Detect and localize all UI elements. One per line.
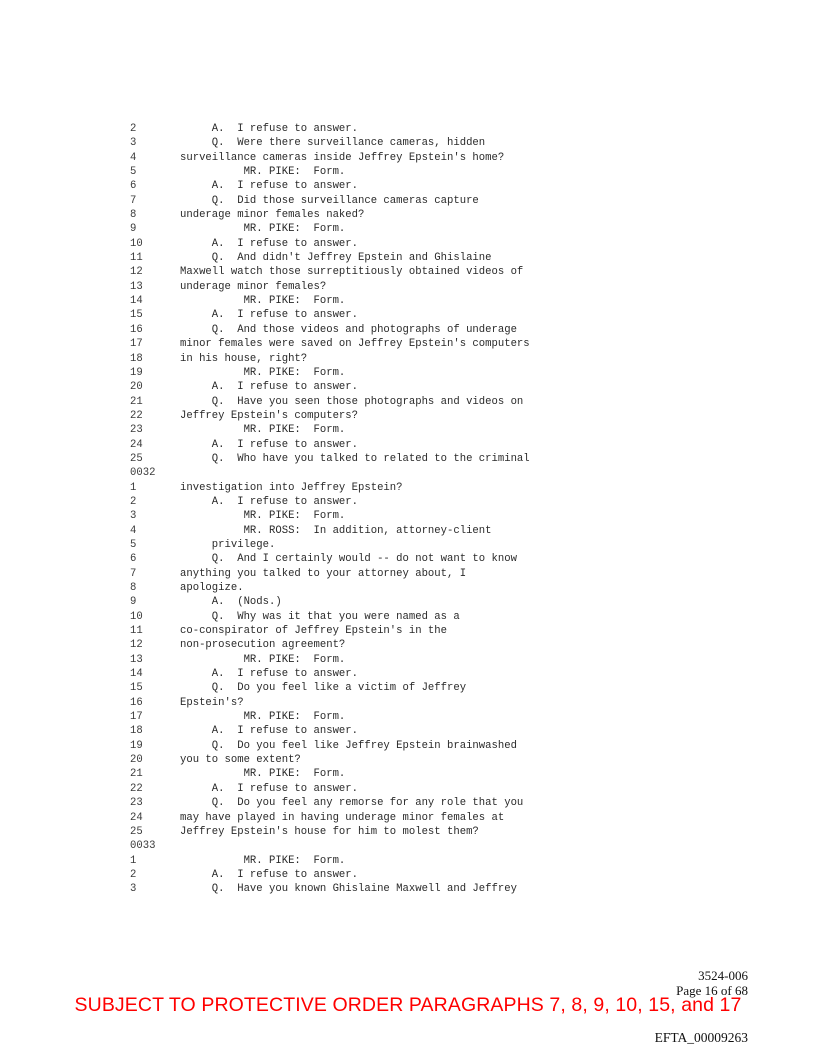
line-number: 10 (130, 610, 143, 623)
line-text: apologize. (180, 582, 244, 594)
line-text: MR. PIKE: Form. (180, 295, 346, 308)
transcript-line (130, 452, 730, 466)
transcript-line (130, 136, 730, 150)
line-text: anything you talked to your attorney about, I (180, 567, 467, 580)
transcript-line (130, 165, 730, 179)
line-number: 5 (130, 538, 137, 551)
transcript-line (130, 811, 730, 825)
line-number: 11 (130, 252, 143, 265)
line-text: A. I refuse to answer. (180, 381, 359, 394)
line-number: 21 (130, 395, 143, 408)
line-number: 9 (130, 596, 137, 609)
line-number: 7 (130, 567, 137, 580)
line-text: Q. Why was it that you were named as a (180, 610, 460, 623)
line-text: surveillance cameras inside Jeffrey Epstein's home? (180, 151, 505, 164)
transcript-line (130, 681, 730, 695)
line-number: 4 (130, 151, 137, 164)
transcript-line (130, 179, 730, 193)
transcript-line (130, 237, 730, 251)
transcript-line (130, 524, 730, 538)
transcript-line (130, 308, 730, 322)
line-number: 7 (130, 194, 137, 207)
line-text: Q. Who have you talked to related to the criminal (180, 452, 530, 465)
transcript-body (130, 122, 730, 897)
line-number: 12 (130, 266, 143, 279)
line-number: 17 (130, 338, 143, 351)
transcript-line (130, 839, 730, 853)
line-text: MR. PIKE: Form. (180, 510, 346, 523)
line-text: non-prosecution agreement? (180, 639, 346, 652)
line-text: Q. Have you seen those photographs and videos on (180, 395, 524, 408)
line-number: 3 (130, 137, 137, 150)
line-number: 25 (130, 452, 143, 465)
transcript-line (130, 653, 730, 667)
line-number: 24 (130, 811, 143, 824)
transcript-line (130, 294, 730, 308)
line-text: investigation into Jeffrey Epstein? (180, 481, 403, 494)
line-number: 2 (130, 495, 137, 508)
line-number: 10 (130, 237, 143, 250)
document-id: 3524-006 (698, 968, 748, 983)
line-number: 13 (130, 653, 143, 666)
line-number: 6 (130, 553, 137, 566)
line-text: Maxwell watch those surreptitiously obtained videos of (180, 266, 524, 279)
line-number: 22 (130, 409, 143, 422)
line-text: A. I refuse to answer. (180, 725, 359, 738)
line-text: MR. PIKE: Form. (180, 653, 346, 666)
transcript-line (130, 194, 730, 208)
line-number: 20 (130, 754, 143, 767)
line-text: A. I refuse to answer. (180, 438, 359, 451)
line-text: MR. PIKE: Form. (180, 711, 346, 724)
transcript-line (130, 208, 730, 222)
line-number: 18 (130, 725, 143, 738)
line-text: Q. Did those surveillance cameras capture (180, 194, 479, 207)
line-number: 19 (130, 739, 143, 752)
transcript-line (130, 337, 730, 351)
transcript-line (130, 352, 730, 366)
line-text: may have played in having underage minor females at (180, 811, 505, 824)
transcript-line (130, 438, 730, 452)
transcript-line (130, 509, 730, 523)
line-number: 19 (130, 366, 143, 379)
line-number: 20 (130, 381, 143, 394)
line-number: 3 (130, 883, 137, 896)
transcript-line (130, 624, 730, 638)
line-text: A. I refuse to answer. (180, 309, 359, 322)
line-text: Epstein's? (180, 696, 244, 709)
transcript-line (130, 323, 730, 337)
line-text: Q. Have you known Ghislaine Maxwell and Jeffrey (180, 883, 517, 896)
line-number: 24 (130, 438, 143, 451)
protective-order-notice: SUBJECT TO PROTECTIVE ORDER PARAGRAPHS 7, 8, 9, 10, 15, and 17 (74, 994, 742, 1016)
transcript-line (130, 710, 730, 724)
transcript-line (130, 882, 730, 896)
line-number: 8 (130, 209, 137, 222)
transcript-line (130, 854, 730, 868)
transcript-line (130, 825, 730, 839)
line-text: MR. PIKE: Form. (180, 424, 346, 437)
line-number: 5 (130, 166, 137, 179)
transcript-line (130, 595, 730, 609)
transcript-line (130, 280, 730, 294)
line-number: 23 (130, 424, 143, 437)
line-number: 0033 (130, 840, 156, 853)
line-text: Jeffrey Epstein's house for him to molest them? (180, 825, 479, 838)
transcript-line (130, 265, 730, 279)
line-number: 2 (130, 123, 137, 135)
line-text: A. I refuse to answer. (180, 668, 359, 681)
transcript-line (130, 753, 730, 767)
transcript-line (130, 366, 730, 380)
transcript-line (130, 667, 730, 681)
line-number: 13 (130, 280, 143, 293)
line-text: A. I refuse to answer. (180, 495, 359, 508)
line-number: 18 (130, 352, 143, 365)
line-text: underage minor females? (180, 280, 327, 293)
line-text: MR. PIKE: Form. (180, 166, 346, 179)
transcript-line (130, 739, 730, 753)
line-number: 8 (130, 582, 137, 594)
line-number: 0032 (130, 467, 156, 480)
line-text: MR. PIKE: Form. (180, 366, 346, 379)
line-number: 15 (130, 682, 143, 695)
line-text: A. I refuse to answer. (180, 180, 359, 193)
transcript-line (130, 638, 730, 652)
line-number: 22 (130, 782, 143, 795)
line-number: 1 (130, 481, 137, 494)
transcript-line (130, 567, 730, 581)
line-number: 21 (130, 768, 143, 781)
line-number: 16 (130, 696, 143, 709)
transcript-line (130, 696, 730, 710)
line-number: 3 (130, 510, 137, 523)
line-text: minor females were saved on Jeffrey Epstein's computers (180, 338, 530, 351)
transcript-line (130, 495, 730, 509)
line-text: Q. And I certainly would -- do not want to know (180, 553, 517, 566)
line-number: 1 (130, 854, 137, 867)
transcript-line (130, 552, 730, 566)
line-number: 11 (130, 625, 143, 638)
transcript-line (130, 380, 730, 394)
line-text: you to some extent? (180, 754, 301, 767)
line-text: A. I refuse to answer. (180, 237, 359, 250)
line-text: co-conspirator of Jeffrey Epstein's in the (180, 625, 448, 638)
line-text: A. I refuse to answer. (180, 868, 359, 881)
line-text: MR. PIKE: Form. (180, 768, 346, 781)
transcript-line (130, 251, 730, 265)
line-number: 6 (130, 180, 137, 193)
transcript-line (130, 423, 730, 437)
line-number: 14 (130, 668, 143, 681)
line-text: Jeffrey Epstein's computers? (180, 409, 359, 422)
line-text: A. (Nods.) (180, 596, 282, 609)
line-text: Q. Were there surveillance cameras, hidden (180, 137, 486, 150)
line-number: 4 (130, 524, 137, 537)
line-text: Q. Do you feel any remorse for any role that you (180, 797, 524, 810)
page-number: Page 16 of 68 (676, 983, 748, 998)
transcript-line (130, 581, 730, 595)
transcript-line (130, 466, 730, 480)
line-number: 25 (130, 825, 143, 838)
transcript-line (130, 796, 730, 810)
transcript-line (130, 767, 730, 781)
line-number: 9 (130, 223, 137, 236)
line-text: MR. PIKE: Form. (180, 854, 346, 867)
line-text: A. I refuse to answer. (180, 782, 359, 795)
line-number: 2 (130, 868, 137, 881)
line-text: Q. Do you feel like Jeffrey Epstein brainwashed (180, 739, 517, 752)
line-text: A. I refuse to answer. (180, 123, 359, 135)
line-text: underage minor females naked? (180, 209, 365, 222)
line-text: Q. Do you feel like a victim of Jeffrey (180, 682, 467, 695)
line-text: MR. PIKE: Form. (180, 223, 346, 236)
line-text: Q. And didn't Jeffrey Epstein and Ghislaine (180, 252, 492, 265)
line-text: MR. ROSS: In addition, attorney-client (180, 524, 492, 537)
line-number: 14 (130, 295, 143, 308)
line-text: privilege. (180, 538, 276, 551)
transcript-line (130, 222, 730, 236)
transcript-line (130, 481, 730, 495)
transcript-line (130, 409, 730, 423)
transcript-line (130, 122, 730, 136)
line-text: in his house, right? (180, 352, 308, 365)
transcript-line (130, 395, 730, 409)
transcript-line (130, 610, 730, 624)
transcript-line (130, 538, 730, 552)
line-number: 12 (130, 639, 143, 652)
transcript-line (130, 782, 730, 796)
transcript-line (130, 151, 730, 165)
line-number: 15 (130, 309, 143, 322)
line-number: 23 (130, 797, 143, 810)
bates-number: EFTA_00009263 (654, 1030, 748, 1045)
transcript-line (130, 868, 730, 882)
line-number: 16 (130, 323, 143, 336)
line-number: 17 (130, 711, 143, 724)
transcript-line (130, 724, 730, 738)
line-text: Q. And those videos and photographs of underage (180, 323, 517, 336)
